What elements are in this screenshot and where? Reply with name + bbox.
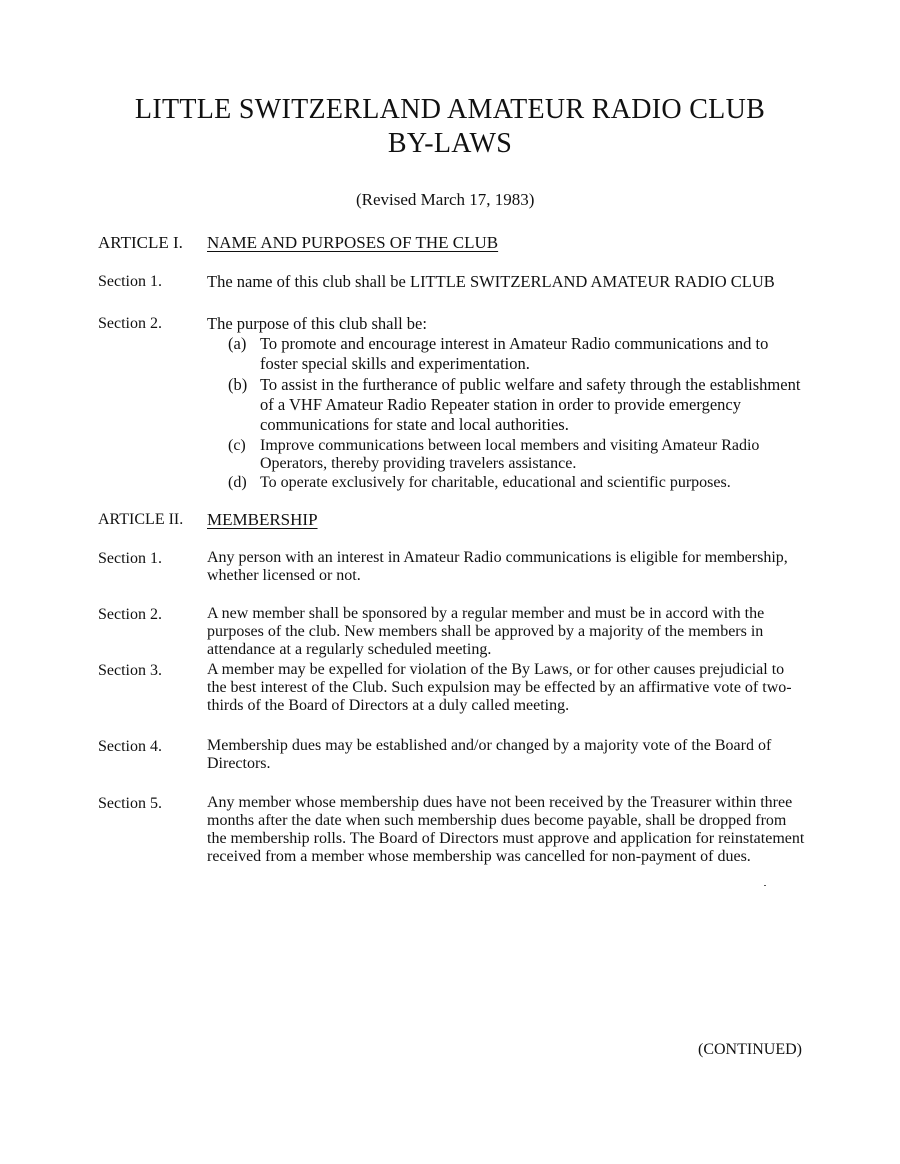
article-1-section-2-intro: The purpose of this club shall be: <box>207 314 427 333</box>
article-2-section-3-text: A member may be expelled for violation of the By Laws, or for other causes prejudicial to the best interest of the Club. Such expulsion may be effected by an affirmative vote of two-thirds of the Board of Directors at a duly called meeting. <box>207 661 792 714</box>
purpose-item-marker: (c) <box>228 437 246 454</box>
article-2-section-3-label: Section 3. <box>98 662 162 679</box>
article-1-section-1-text: The name of this club shall be LITTLE SWITZERLAND AMATEUR RADIO CLUB <box>207 272 775 291</box>
article-1-heading: NAME AND PURPOSES OF THE CLUB <box>207 233 499 252</box>
revision-date: (Revised March 17, 1983) <box>356 190 535 209</box>
article-2-section-2-text: A new member shall be sponsored by a regular member and must be in accord with the purposes of the club. New members shall be approved by a majority of the members in attendance at a regularly scheduled meeting. <box>207 605 765 658</box>
article-2-section-5-label: Section 5. <box>98 795 162 812</box>
purpose-item-text: To operate exclusively for charitable, educational and scientific purposes. <box>260 474 731 491</box>
purpose-item-a <box>228 334 808 374</box>
purpose-item-text: To assist in the furtherance of public welfare and safety through the establishment of a VHF Amateur Radio Repeater station in order to provide emergency communications for state and local authorities. <box>260 375 801 434</box>
article-2-section-1-text: Any person with an interest in Amateur Radio communications is eligible for membership, whether licensed or not. <box>207 549 788 584</box>
document-title: LITTLE SWITZERLAND AMATEUR RADIO CLUB <box>134 94 766 125</box>
article-2-section-5-text: Any member whose membership dues have not been received by the Treasurer within three months after the date when such membership dues become payable, shall be dropped from the membership rolls. The Board of Directors must approve and application for reinstatement received from a member whose membership was cancelled for non-payment of dues. <box>207 794 805 865</box>
article-1-section-1-label: Section 1. <box>98 273 162 290</box>
purpose-item-text: To promote and encourage interest in Amateur Radio communications and to foster special skills and experimentation. <box>260 334 769 373</box>
article-2-section-1-label: Section 1. <box>98 550 162 567</box>
purpose-item-b <box>228 375 808 435</box>
article-1-section-2-label: Section 2. <box>98 315 162 332</box>
purpose-item-text: Improve communications between local members and visiting Amateur Radio Operators, thereby providing travelers assistance. <box>260 437 760 472</box>
article-2-heading: MEMBERSHIP <box>207 510 318 529</box>
continued-marker: (CONTINUED) <box>698 1041 802 1058</box>
article-2-label: ARTICLE II. <box>98 511 184 528</box>
article-1-label: ARTICLE I. <box>98 233 183 252</box>
purpose-item-d <box>228 474 808 492</box>
article-2-section-4-label: Section 4. <box>98 738 162 755</box>
document-subtitle: BY-LAWS <box>387 128 513 159</box>
scan-speck <box>764 885 766 886</box>
article-2-section-2-label: Section 2. <box>98 606 162 623</box>
purpose-item-marker: (d) <box>228 474 247 491</box>
purpose-item-marker: (b) <box>228 375 248 394</box>
article-2-section-4-text: Membership dues may be established and/or changed by a majority vote of the Board of Directors. <box>207 737 772 772</box>
purpose-item-c <box>228 437 808 473</box>
purpose-item-marker: (a) <box>228 334 247 353</box>
